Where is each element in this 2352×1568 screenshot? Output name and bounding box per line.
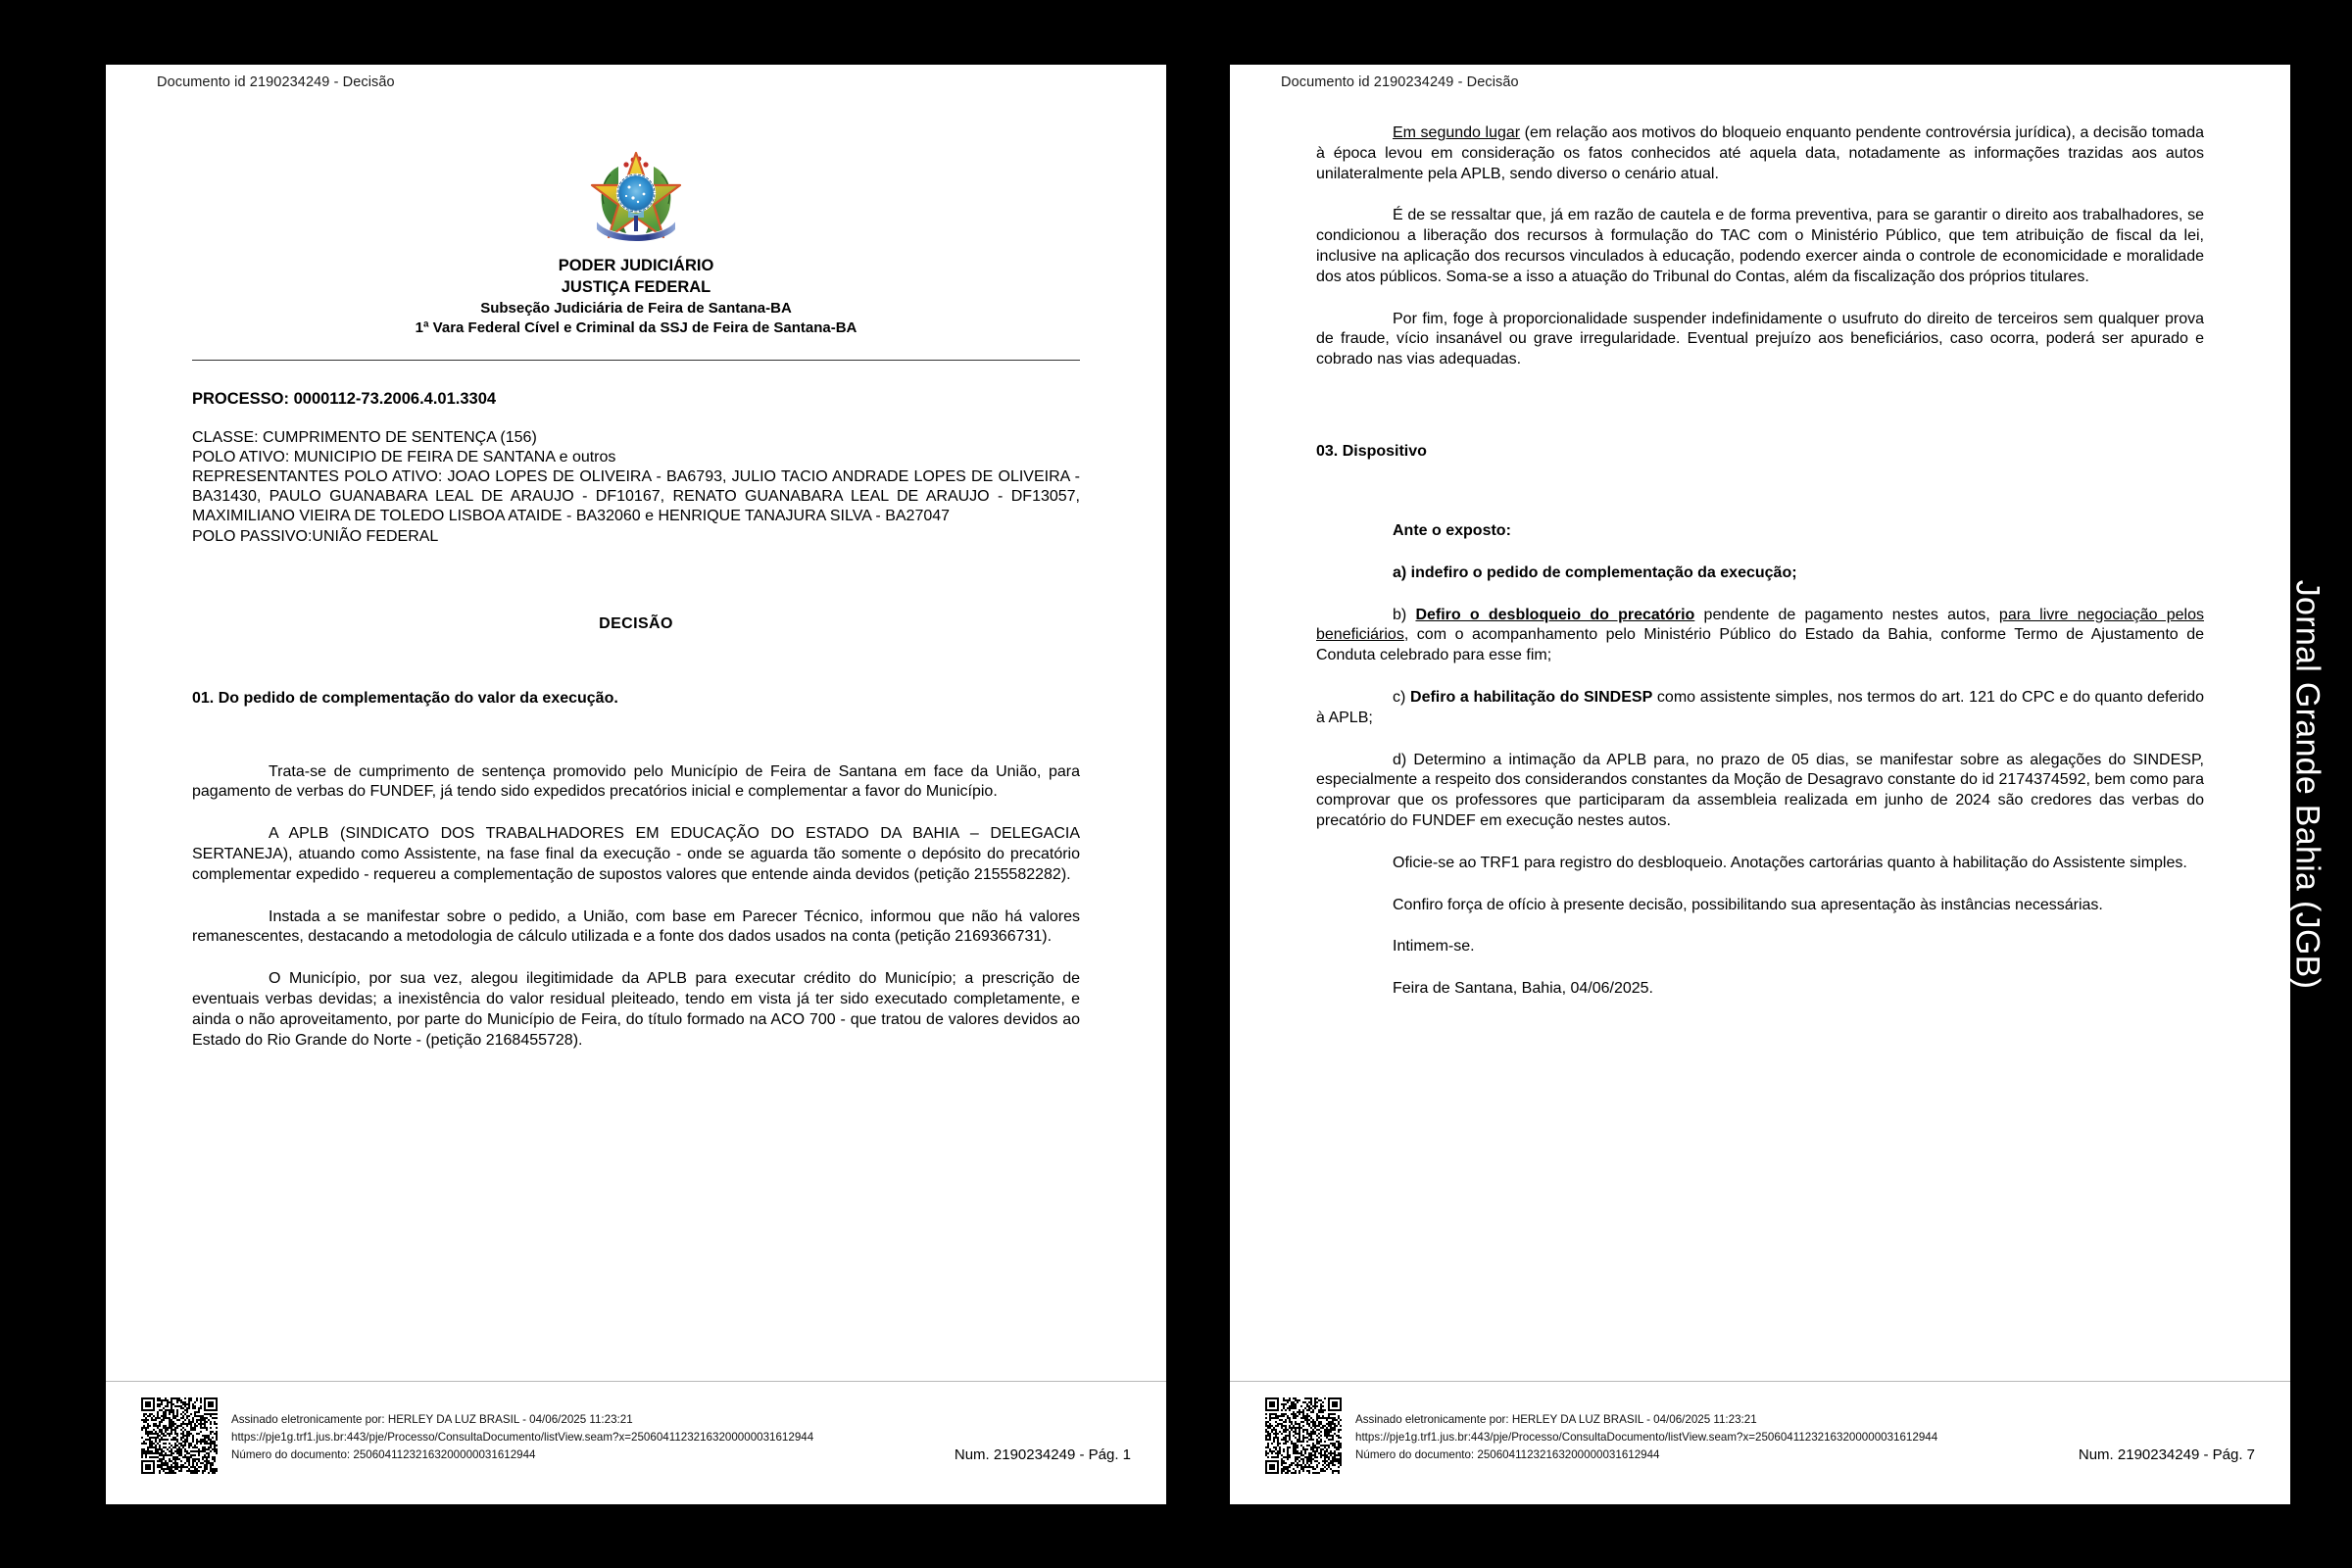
paragraph: Instada a se manifestar sobre o pedido, a União, com base em Parecer Técnico, informou que não há valores remanescentes, destacando a metodologia de cálculo utilizada e a fonte dos dados usados na conta (petição 2169366731). — [192, 907, 1080, 946]
signature-block — [1355, 1394, 1937, 1464]
page-2-content — [1316, 123, 2204, 1367]
page-1-content — [192, 123, 1080, 1367]
paragraph: É de se ressaltar que, já em razão de cautela e de forma preventiva, para se garantir o direito aos trabalhadores, se condicionou a liberação dos recursos à formulação do TAC com o Ministério Público, que tem atribuição de fiscal da lei, inclusive na aplicação dos recursos vinculados à educação, podendo exercer ainda o controle de economicidade e moralidade dos atos públicos. Soma-se a isso a atuação do Tribunal do Contas, além da fiscalização dos próprios titulares. — [1316, 207, 2204, 285]
document-number: Número do documento: 25060411232163200000031612944 — [1355, 1447, 1660, 1461]
item-b-suffix: , com o acompanhamento pelo Ministério Público do Estado da Bahia, conforme Termo de Ajustamento de Conduta celebrado para esse fim; — [1316, 626, 2204, 664]
dispositive-item-b — [1316, 606, 2204, 666]
item-b-bold-underline: Defiro o desbloqueio do precatório — [1415, 606, 1695, 623]
dispositive-item-c — [1316, 688, 2204, 729]
court-header-line-3: Subseção Judiciária de Feira de Santana-BA — [480, 299, 792, 317]
paragraph-local-data: Feira de Santana, Bahia, 04/06/2025. — [1393, 980, 1653, 998]
decision-title: DECISÃO — [599, 614, 673, 632]
item-b-prefix: b) — [1393, 606, 1416, 623]
brazilian-coat-of-arms-icon — [589, 145, 683, 245]
item-c-bold: Defiro a habilitação do SINDESP — [1410, 688, 1653, 706]
page-2-footer — [1230, 1381, 2290, 1504]
header-divider — [192, 360, 1080, 361]
process-number: PROCESSO: 0000112-73.2006.4.01.3304 — [192, 389, 497, 408]
paragraph-intimem-se: Intimem-se. — [1393, 938, 1475, 956]
page-number-label: Num. 2190234249 - Pág. 1 — [954, 1446, 1131, 1463]
document-id-label: Documento id 2190234249 - Decisão — [157, 74, 395, 90]
signed-by-line: Assinado eletronicamente por: HERLEY DA LUZ BRASIL - 04/06/2025 11:23:21 — [1355, 1413, 1757, 1426]
court-header-line-2: JUSTIÇA FEDERAL — [561, 277, 711, 296]
document-url[interactable]: https://pje1g.trf1.jus.br:443/pje/Processo/ConsultaDocumento/listView.seam?x=25060411232163200000031612944 — [1355, 1430, 1938, 1444]
item-c-prefix: c) — [1393, 688, 1411, 706]
section-1-heading: 01. Do pedido de complementação do valor da execução. — [192, 689, 618, 707]
page-1-footer — [106, 1381, 1166, 1504]
process-representantes: REPRESENTANTES POLO ATIVO: JOAO LOPES DE OLIVEIRA - BA6793, JULIO TACIO ANDRADE LOPES DE OLIVEIRA - BA31430, PAULO GUANABARA LEAL DE ARAUJO - DF10167, RENATO GUANABARA LEAL DE ARAUJO - DF13057, MAXIMILIANO VIEIRA DE TOLEDO LISBOA ATAIDE - BA32060 e HENRIQUE TANAJURA SILVA - BA27047 — [192, 468, 1080, 525]
underlined-lead: Em segundo lugar — [1393, 124, 1521, 141]
signature-block — [231, 1394, 813, 1464]
dispositive-item-d: d) Determino a intimação da APLB para, no prazo de 05 dias, se manifestar sobre as alegações do SINDESP, especialmente a respeito dos considerandos constantes da Moção de Desagravo constante do id 2174374592, bem como para comprovar que os professores que participaram da assembleia realizada em junho de 2024 são credores das verbas do precatório do FUNDEF em execução nestes autos. — [1316, 751, 2204, 829]
ante-o-exposto-label: Ante o exposto: — [1393, 521, 1511, 539]
paragraph: Por fim, foge à proporcionalidade suspender indefinidamente o usufruto do direito de terceiros sem qualquer prova de fraude, vício insanável ou grave irregularidade. Eventual prejuízo aos beneficiários, caso ocorra, poderá ser apurado e cobrado nas vias adequadas. — [1316, 310, 2204, 368]
paragraph-oficie-se: Oficie-se ao TRF1 para registro do desbloqueio. Anotações cartorárias quanto à habilitação do Assistente simples. — [1393, 854, 2187, 871]
paragraph-rest: (em relação aos motivos do bloqueio enquanto pendente controvérsia jurídica), a decisão tomada à época levou em consideração os fatos conhecidos até aquela data, notadamente as informações trazidas aos autos unilateralmente pela APLB, sendo diverso o cenário atual. — [1316, 124, 2205, 182]
court-header — [192, 256, 1080, 338]
item-b-middle: pendente de pagamento nestes autos, — [1694, 606, 1999, 623]
process-polo-ativo: POLO ATIVO: MUNICIPIO DE FEIRA DE SANTANA e outros — [192, 448, 616, 466]
court-header-line-1: PODER JUDICIÁRIO — [558, 257, 714, 274]
paragraph: Trata-se de cumprimento de sentença promovido pelo Município de Feira de Santana em face da União, para pagamento de verbas do FUNDEF, já tendo sido expedidos precatórios inicial e complementar a favor do Município. — [192, 762, 1080, 801]
signed-by-line: Assinado eletronicamente por: HERLEY DA LUZ BRASIL - 04/06/2025 11:23:21 — [231, 1413, 633, 1426]
section-3-heading: 03. Dispositivo — [1316, 442, 1427, 460]
paragraph: A APLB (SINDICATO DOS TRABALHADORES EM EDUCAÇÃO DO ESTADO DA BAHIA – DELEGACIA SERTANEJA), atuando como Assistente, na fase final da execução - onde se aguarda tão somente o depósito do precatório complementar expedido - requereu a complementação de supostos valores que entende ainda devidos (petição 2155582282). — [192, 825, 1080, 883]
process-metadata — [192, 428, 1080, 547]
process-classe: CLASSE: CUMPRIMENTO DE SENTENÇA (156) — [192, 428, 537, 446]
document-page-1 — [106, 65, 1166, 1504]
document-id-label: Documento id 2190234249 - Decisão — [1281, 74, 1519, 90]
item-c-suffix: como assistente simples, nos termos do art. 121 do CPC e do quanto deferido à APLB; — [1316, 688, 2204, 726]
court-header-line-4: 1ª Vara Federal Cível e Criminal da SSJ de Feira de Santana-BA — [415, 318, 858, 336]
document-number: Número do documento: 25060411232163200000031612944 — [231, 1447, 536, 1461]
qr-code[interactable] — [1265, 1397, 1342, 1474]
coat-of-arms-container — [192, 145, 1080, 250]
dispositive-item-a: a) indefiro o pedido de complementação da execução; — [1393, 564, 1797, 581]
paragraph-em-segundo-lugar — [1316, 123, 2204, 184]
document-url[interactable]: https://pje1g.trf1.jus.br:443/pje/Processo/ConsultaDocumento/listView.seam?x=25060411232163200000031612944 — [231, 1430, 814, 1444]
paragraph-confiro-forca: Confiro força de ofício à presente decisão, possibilitando sua apresentação às instâncias necessárias. — [1393, 896, 2103, 913]
paragraph: O Município, por sua vez, alegou ilegitimidade da APLB para executar crédito do Município; a prescrição de eventuais verbas devidas; a inexistência do valor residual pleiteado, tendo em vista já ter sido executado completamente, e ainda o não aproveitamento, por parte do Município de Feira, do título formado na ACO 700 - que tratou de valores devidos ao Estado do Rio Grande do Norte - (petição 2168455728). — [192, 970, 1080, 1049]
process-polo-passivo: POLO PASSIVO:UNIÃO FEDERAL — [192, 527, 439, 545]
page-number-label: Num. 2190234249 - Pág. 7 — [2078, 1446, 2255, 1463]
document-page-2 — [1230, 65, 2290, 1504]
watermark-text: Jornal Grande Bahia (JGB) — [2288, 579, 2327, 989]
item-b-underline-2: para livre negociação pelos beneficiários — [1316, 606, 2205, 644]
qr-code[interactable] — [141, 1397, 218, 1474]
